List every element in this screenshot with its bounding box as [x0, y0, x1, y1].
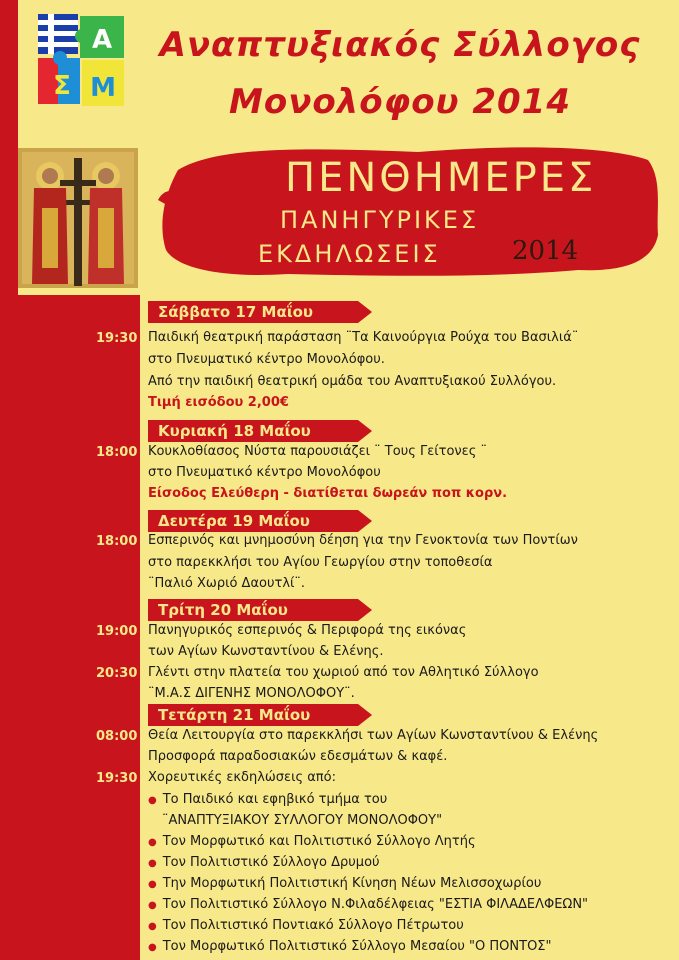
event-line: Προσφορά παραδοσιακών εδεσμάτων & καφέ. — [148, 749, 448, 764]
list-item: ● Τον Μορφωτικό και Πολιτιστικό Σύλλογο Λητής — [148, 834, 476, 849]
list-item: ● Τον Πολιτιστικό Σύλλογο Ν.Φιλαδέλφειας "ΕΣΤΙΑ ΦΙΛΑΔΕΛΦΕΩΝ" — [148, 897, 589, 912]
bullet-icon: ● — [148, 858, 157, 869]
banner-line1: ΠΕΝΘΗΜΕΡΕΣ — [285, 155, 597, 201]
bullet-icon: ● — [148, 900, 157, 911]
logo-letter-a: Α — [91, 25, 113, 55]
day-header-sunday: Κυριακή 18 Μαΐου — [148, 420, 358, 442]
event-line: στο Πνευματικό κέντρο Μονολόφου. — [148, 352, 385, 367]
banner-line3: ΕΚΔΗΛΩΣΕΙΣ — [258, 240, 441, 268]
page-title-line1: Αναπτυξιακός Σύλλογος — [159, 25, 641, 65]
event-line: Πανηγυρικός εσπερινός & Περιφορά της εικόνας — [148, 623, 467, 638]
time-label: 20:30 — [96, 666, 138, 681]
list-item-continuation: ¨ΑΝΑΠΤΥΞΙΑΚΟΥ ΣΥΛΛΟΓΟΥ ΜΟΝΟΛΟΦΟΥ" — [162, 813, 443, 828]
list-item: ● Το Παιδικό και εφηβικό τμήμα του — [148, 792, 388, 807]
bullet-icon: ● — [148, 795, 157, 806]
time-label: 19:00 — [96, 624, 138, 639]
bullet-icon: ● — [148, 837, 157, 848]
bullet-icon: ● — [148, 921, 157, 932]
event-line: Γλέντι στην πλατεία του χωριού από τον Αθλητικό Σύλλογο — [148, 665, 539, 680]
ticket-price: Τιμή εισόδου 2,00€ — [148, 395, 289, 410]
list-item: ● Την Μορφωτική Πολιτιστική Κίνηση Νέων Μελισσοχωρίου — [148, 876, 542, 891]
time-label: 18:00 — [96, 534, 138, 549]
event-line: Κουκλοθίασος Νύστα παρουσιάζει ¨ Τους Γείτονες ¨ — [148, 444, 487, 459]
event-line: στο Πνευματικό κέντρο Μονολόφου — [148, 465, 381, 480]
day-header-wednesday: Τετάρτη 21 Μαΐου — [148, 704, 358, 726]
list-item: ● Τον Μορφωτικό Πολιτιστικό Σύλλογο Μεσαίου "Ο ΠΟΝΤΟΣ" — [148, 939, 552, 954]
banner-year: 2014 — [512, 236, 579, 266]
bullet-icon: ● — [148, 942, 157, 953]
time-label: 19:30 — [96, 331, 138, 346]
event-line: των Αγίων Κωνσταντίνου & Ελένης. — [148, 644, 384, 659]
event-line: στο παρεκκλήσι του Αγίου Γεωργίου στην τοποθεσία — [148, 555, 493, 570]
time-label: 18:00 — [96, 445, 138, 460]
logo-letter-s: Σ — [53, 71, 71, 101]
event-line: ¨Μ.Α.Σ ΔΙΓΕΝΗΣ ΜΟΝΟΛΟΦΟΥ¨. — [148, 686, 355, 701]
list-item: ● Τον Πολιτιστικό Ποντιακό Σύλλογο Πέτρωτου — [148, 918, 464, 933]
list-item: ● Τον Πολιτιστικό Σύλλογο Δρυμού — [148, 855, 380, 870]
event-line: Παιδική θεατρική παράσταση ¨Τα Καινούργια Ρούχα του Βασιλιά¨ — [148, 330, 579, 345]
free-entry-note: Είσοδος Ελεύθερη - διατίθεται δωρεάν ποπ κορν. — [148, 486, 508, 501]
logo-letter-m: Μ — [90, 73, 116, 103]
banner-line2: ΠΑΝΗΓΥΡΙΚΕΣ — [280, 206, 480, 234]
event-line: Θεία Λειτουργία στο παρεκκλήσι των Αγίων Κωνσταντίνου & Ελένης — [148, 728, 599, 743]
day-header-tuesday: Τρίτη 20 Μαΐου — [148, 599, 358, 621]
day-header-monday: Δευτέρα 19 Μαΐου — [148, 510, 358, 532]
event-line: ¨Παλιό Χωριό Δαουτλί¨. — [148, 576, 306, 591]
saints-icon-image — [18, 148, 138, 288]
time-label: 19:30 — [96, 771, 138, 786]
event-line: Από την παιδική θεατρική ομάδα του Αναπτυξιακού Συλλόγου. — [148, 374, 557, 389]
bullet-icon: ● — [148, 879, 157, 890]
page-title-line2: Μονολόφου 2014 — [229, 82, 571, 122]
event-line: Εσπερινός και μνημοσύνη δέηση για την Γενοκτονία των Ποντίων — [148, 533, 578, 548]
day-header-saturday: Σάββατο 17 Μαΐου — [148, 301, 358, 323]
time-label: 08:00 — [96, 729, 138, 744]
association-logo — [36, 12, 128, 110]
event-line: Χορευτικές εκδηλώσεις από: — [148, 770, 336, 785]
